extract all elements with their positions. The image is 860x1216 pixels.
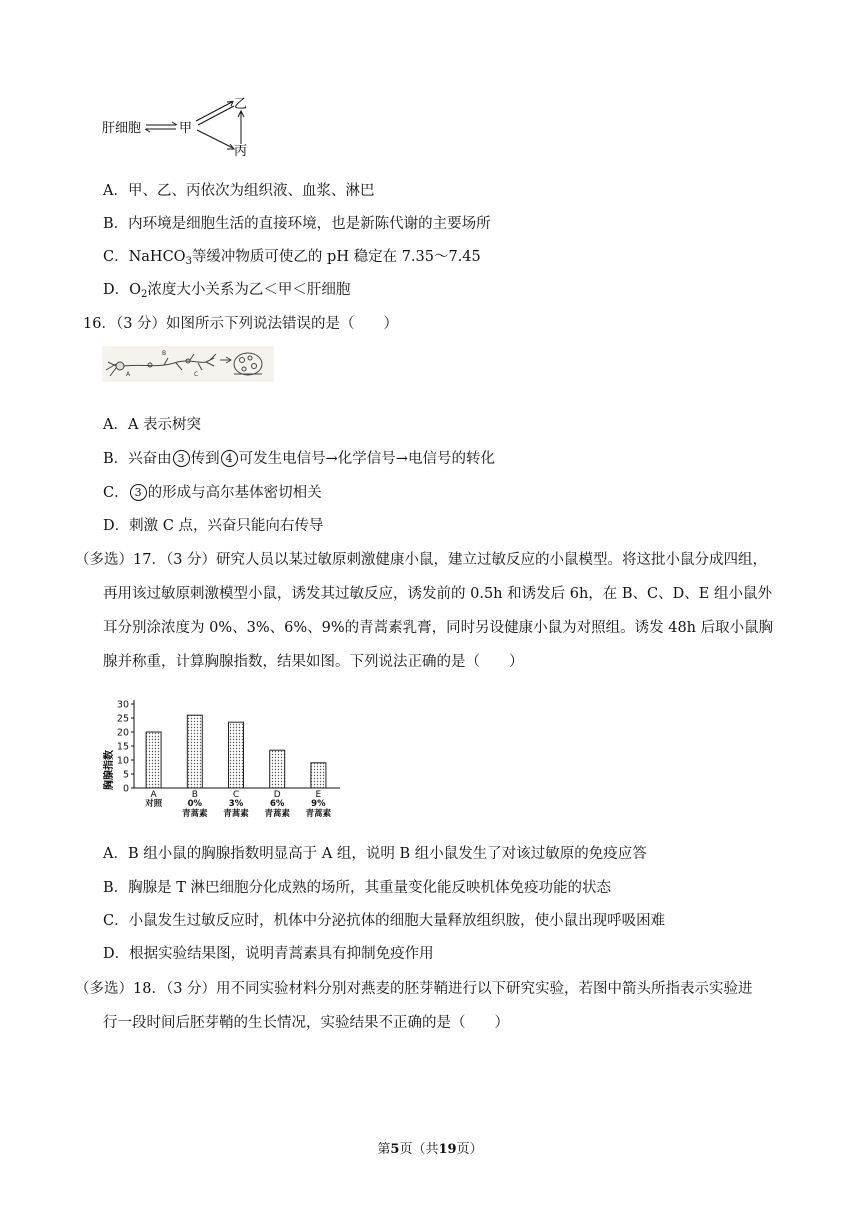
jia-bing-arrow — [197, 130, 234, 149]
q17-stem-line3: 耳分别涂浓度为 0%、3%、6%、9%的青蒿素乳膏，同时另设健康小鼠为对照组。诱发 48h 后取小鼠胸 — [103, 620, 774, 636]
q15-option-d — [103, 280, 350, 305]
footer-suffix: 页） — [456, 1142, 483, 1157]
svg-text:C: C — [194, 371, 199, 378]
x-category-sublabel2: 青蒿素 — [182, 809, 208, 819]
circled-number-4: 4 — [221, 450, 238, 467]
footer-prefix: 第 — [377, 1142, 391, 1157]
q15-option-d-prefix: D．O — [103, 282, 142, 298]
footer-page-number: 5 — [390, 1142, 400, 1157]
y-tick-label: 20 — [116, 727, 129, 739]
q16-option-b-part2: 传到 — [190, 451, 220, 467]
x-category-label: D — [273, 790, 281, 800]
x-category-label: A — [150, 790, 157, 800]
circled-number-3: 3 — [173, 450, 190, 467]
bar-C — [229, 722, 244, 788]
y-tick-label: 5 — [122, 769, 129, 781]
q17-option-d: D．根据实验结果图，说明青蒿素具有抑制免疫作用 — [103, 946, 434, 962]
label-yi: 乙 — [234, 97, 248, 112]
q15-option-c-suffix: 等缓冲物质可使乙的 pH 稳定在 7.35～7.45 — [191, 249, 481, 265]
q15-option-d-sub: 2 — [141, 289, 148, 300]
q18-stem-line1: （多选）18．（3 分）用不同实验材料分别对燕麦的胚芽鞘进行以下研究实验，若图中箭头所指表示实验进 — [75, 981, 753, 997]
q16-option-c-part1: C． — [103, 485, 129, 501]
q15-option-c-prefix: C．NaHCO — [103, 249, 186, 265]
body-fluid-diagram — [100, 92, 270, 162]
y-tick-label: 30 — [116, 699, 129, 711]
q15-option-c-sub: 3 — [185, 256, 192, 267]
q16-option-b-part1: B．兴奋由 — [103, 451, 172, 467]
footer-middle: 页（共 — [399, 1142, 439, 1157]
bar-D — [270, 750, 285, 788]
q17-stem-line1: （多选）17．（3 分）研究人员以某过敏原刺激健康小鼠，建立过敏反应的小鼠模型。将这批小鼠分成四组， — [75, 552, 768, 568]
footer-total-pages: 19 — [438, 1142, 457, 1157]
q16-option-b-part3: 可发生电信号→化学信号→电信号的转化 — [238, 451, 495, 467]
liver-jia-double-arrow — [145, 122, 177, 132]
circled-number-3: 3 — [130, 484, 147, 501]
x-category-sublabel2: 青蒿素 — [305, 809, 332, 819]
y-axis-label: 胸腺指数 — [104, 750, 115, 790]
q15-option-c — [103, 247, 481, 272]
q17-stem-line2: 再用该过敏原刺激模型小鼠，诱发其过敏反应，诱发前的 0.5h 和诱发后 6h，在 B、C、D、E 组小鼠外 — [103, 586, 772, 602]
x-category-sublabel2: 青蒿素 — [264, 809, 290, 819]
bar-A — [146, 732, 161, 788]
svg-text:B: B — [162, 350, 167, 357]
bar-B — [187, 715, 202, 788]
x-category-sublabel: 6% — [269, 799, 285, 809]
svg-text:A: A — [126, 371, 131, 378]
y-tick-label: 10 — [116, 755, 129, 767]
x-category-sublabel: 3% — [228, 799, 244, 809]
q15-option-a: A．甲、乙、丙依次为组织液、血浆、淋巴 — [103, 183, 375, 199]
bing-yi-arrow — [238, 111, 244, 144]
bar-E — [311, 763, 326, 788]
q16-option-c-part2: 的形成与高尔基体密切相关 — [147, 485, 322, 501]
x-category-label: B — [191, 790, 198, 800]
q15-option-d-suffix: 浓度大小关系为乙＜甲＜肝细胞 — [147, 282, 351, 298]
q16-option-d: D．刺激 C 点，兴奋只能向右传导 — [103, 518, 324, 534]
x-category-sublabel: 9% — [311, 799, 326, 809]
q17-option-b: B．胸腺是 T 淋巴细胞分化成熟的场所，其重量变化能反映机体免疫功能的状态 — [103, 880, 612, 896]
neuron-diagram — [102, 346, 274, 382]
q16-option-c — [103, 483, 322, 503]
q17-option-a: A．B 组小鼠的胸腺指数明显高于 A 组，说明 B 组小鼠发生了对该过敏原的免疫应答 — [103, 846, 647, 862]
q16-option-a: A．A 表示树突 — [103, 417, 202, 433]
x-category-label: C — [232, 790, 240, 800]
page-footer — [0, 1138, 860, 1157]
thymus-index-bar-chart — [100, 690, 350, 830]
q16-option-b — [103, 449, 495, 469]
q18-stem-line2: 行一段时间后胚芽鞘的生长情况，实验结果不正确的是（ ） — [103, 1015, 509, 1031]
label-bing: 丙 — [234, 144, 248, 159]
y-tick-label: 25 — [116, 713, 129, 725]
y-tick-label: 15 — [116, 741, 129, 753]
q16-stem: 16．（3 分）如图所示下列说法错误的是（ ） — [83, 316, 399, 332]
x-category-sublabel: 0% — [187, 799, 203, 809]
y-tick-label: 0 — [122, 783, 129, 795]
label-jia: 甲 — [179, 121, 193, 136]
x-category-label: E — [315, 790, 322, 800]
x-category-sublabel: 对照 — [145, 799, 163, 809]
label-liver-cell: 肝细胞 — [102, 121, 142, 136]
q17-stem-line4: 腺并称重，计算胸腺指数，结果如图。下列说法正确的是（ ） — [103, 654, 524, 670]
q17-option-c: C．小鼠发生过敏反应时，机体中分泌抗体的细胞大量释放组织胺，使小鼠出现呼吸困难 — [103, 913, 666, 929]
x-category-sublabel2: 青蒿素 — [223, 809, 249, 819]
jia-yi-double-arrow — [196, 102, 234, 126]
q15-option-b: B．内环境是细胞生活的直接环境，也是新陈代谢的主要场所 — [103, 216, 491, 232]
